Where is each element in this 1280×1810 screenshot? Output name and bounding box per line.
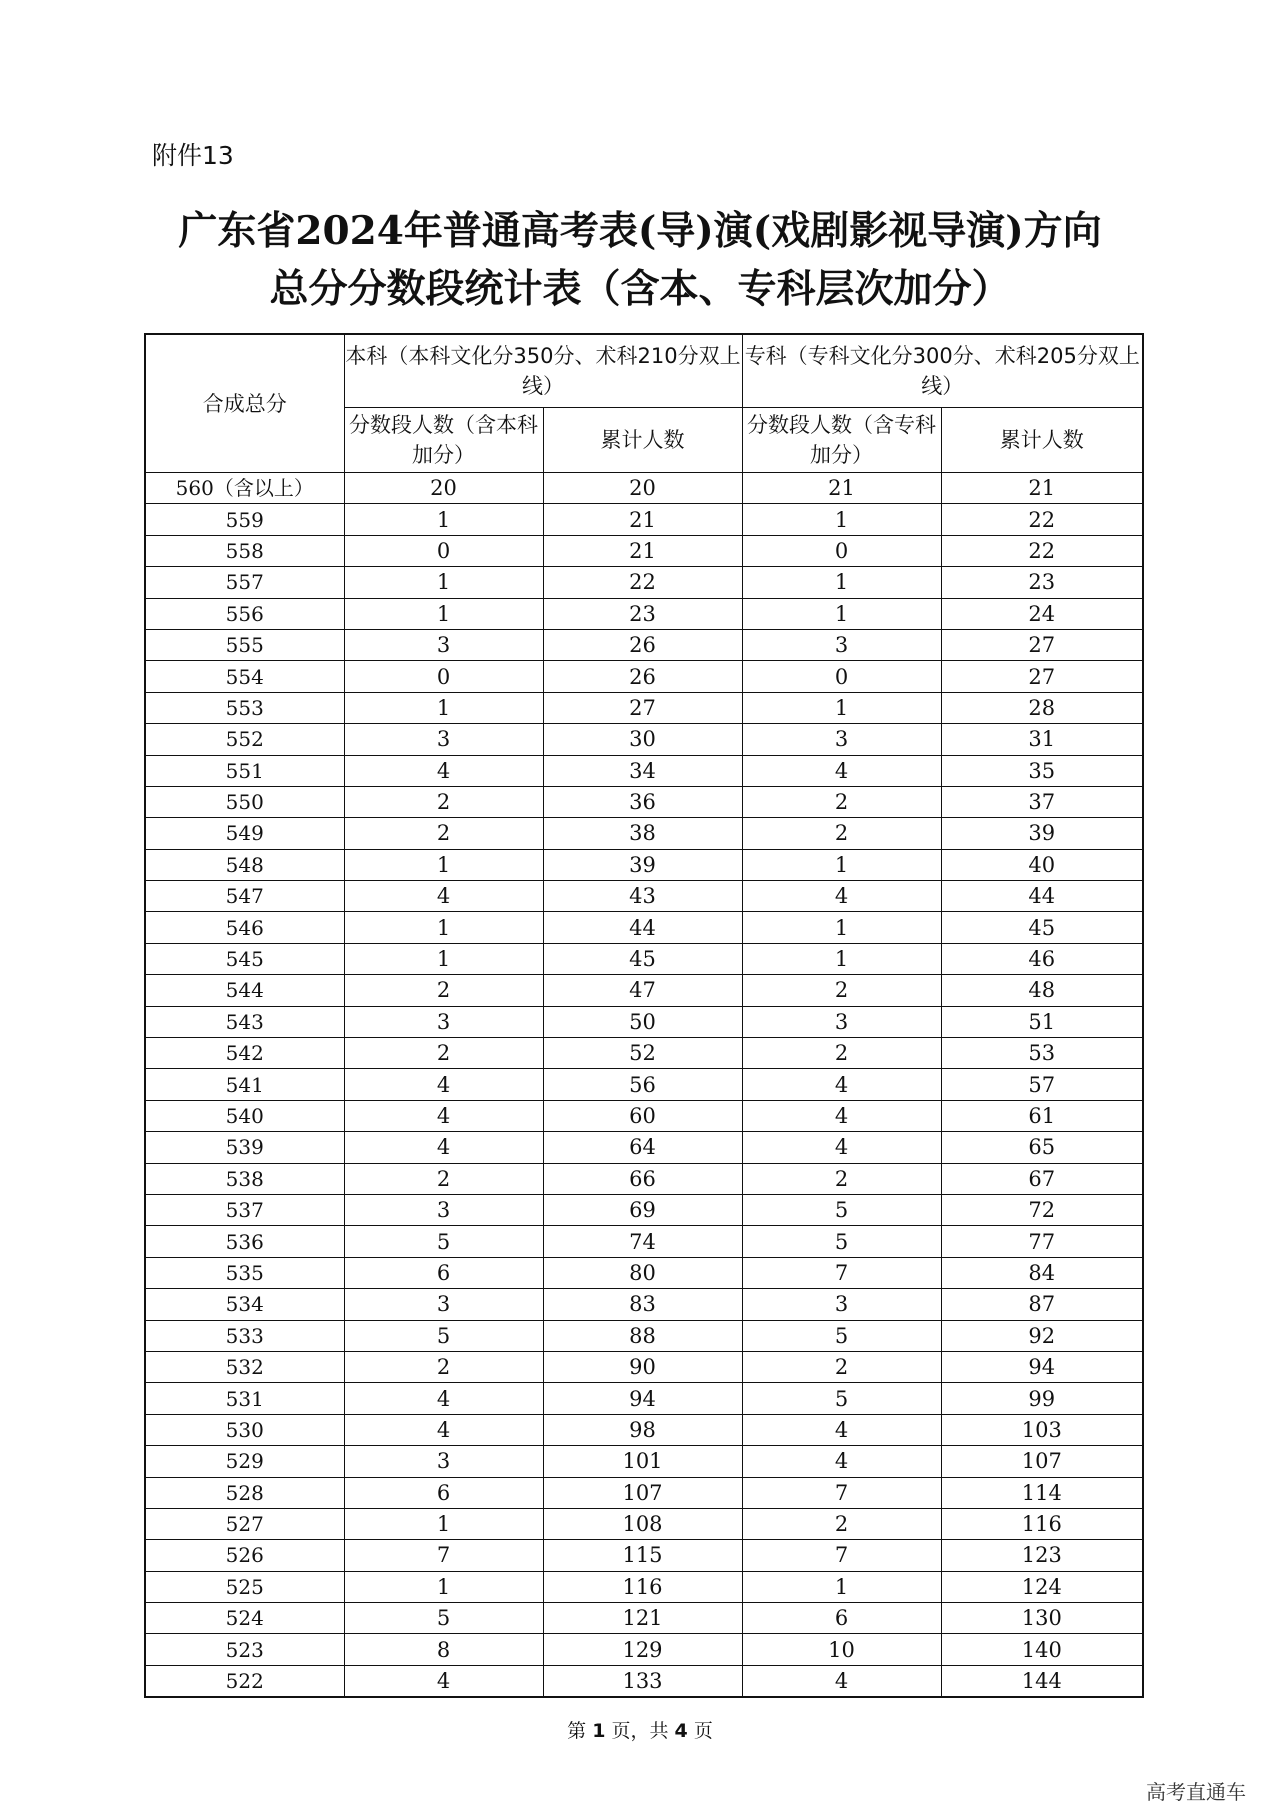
cell-score: 522: [145, 1665, 344, 1697]
cell-zhuan-cumulative: 92: [941, 1320, 1143, 1351]
cell-ben-cumulative: 39: [543, 849, 742, 880]
cell-zhuan-count: 7: [742, 1477, 941, 1508]
footer-prefix: 第: [567, 1720, 587, 1742]
cell-ben-count: 4: [344, 755, 543, 786]
cell-ben-count: 1: [344, 504, 543, 535]
table-row: [145, 724, 1143, 755]
cell-ben-cumulative: 98: [543, 1414, 742, 1445]
cell-zhuan-count: 2: [742, 818, 941, 849]
cell-ben-count: 1: [344, 849, 543, 880]
table-row: [145, 881, 1143, 912]
table-row: [145, 755, 1143, 786]
cell-zhuan-count: 6: [742, 1603, 941, 1634]
cell-score: 531: [145, 1383, 344, 1414]
cell-ben-cumulative: 30: [543, 724, 742, 755]
table-row: [145, 1603, 1143, 1634]
cell-zhuan-cumulative: 45: [941, 912, 1143, 943]
cell-zhuan-cumulative: 22: [941, 504, 1143, 535]
cell-zhuan-count: 4: [742, 1100, 941, 1131]
table-row: [145, 1540, 1143, 1571]
cell-zhuan-cumulative: 21: [941, 473, 1143, 504]
cell-zhuan-count: 7: [742, 1540, 941, 1571]
header-undergraduate-count: 分数段人数（含本科加分）: [344, 408, 543, 473]
cell-ben-cumulative: 69: [543, 1194, 742, 1225]
cell-score: 526: [145, 1540, 344, 1571]
cell-zhuan-cumulative: 72: [941, 1194, 1143, 1225]
cell-zhuan-count: 1: [742, 849, 941, 880]
cell-ben-count: 7: [344, 1540, 543, 1571]
cell-zhuan-count: 4: [742, 881, 941, 912]
table-row: [145, 1069, 1143, 1100]
page-footer: [0, 1716, 1280, 1743]
cell-score: 546: [145, 912, 344, 943]
cell-zhuan-cumulative: 116: [941, 1508, 1143, 1539]
cell-score: 529: [145, 1446, 344, 1477]
cell-zhuan-count: 5: [742, 1194, 941, 1225]
cell-zhuan-cumulative: 144: [941, 1665, 1143, 1697]
cell-ben-count: 20: [344, 473, 543, 504]
cell-ben-count: 2: [344, 1351, 543, 1382]
cell-zhuan-count: 21: [742, 473, 941, 504]
table-row: [145, 1289, 1143, 1320]
cell-score: 551: [145, 755, 344, 786]
score-distribution-table: [144, 333, 1144, 1698]
cell-score: 538: [145, 1163, 344, 1194]
cell-ben-count: 4: [344, 881, 543, 912]
cell-ben-count: 4: [344, 1132, 543, 1163]
table-row: [145, 661, 1143, 692]
cell-ben-count: 3: [344, 724, 543, 755]
cell-ben-cumulative: 21: [543, 504, 742, 535]
cell-ben-count: 2: [344, 1163, 543, 1194]
cell-ben-count: 3: [344, 1289, 543, 1320]
header-junior-college-group: 专科（专科文化分300分、术科205分双上线）: [742, 334, 1143, 408]
cell-ben-cumulative: 50: [543, 1006, 742, 1037]
cell-ben-count: 1: [344, 1571, 543, 1602]
page-title-line1: 广东省2024年普通高考表(导)演(戏剧影视导演)方向: [178, 208, 1102, 254]
cell-zhuan-cumulative: 124: [941, 1571, 1143, 1602]
cell-score: 548: [145, 849, 344, 880]
table-body: [145, 473, 1143, 1698]
cell-zhuan-count: 5: [742, 1320, 941, 1351]
cell-score: 532: [145, 1351, 344, 1382]
cell-zhuan-cumulative: 57: [941, 1069, 1143, 1100]
cell-ben-cumulative: 44: [543, 912, 742, 943]
table-row: [145, 629, 1143, 660]
table-row: [145, 504, 1143, 535]
table-row: [145, 1257, 1143, 1288]
cell-ben-count: 6: [344, 1257, 543, 1288]
header-undergraduate-cumulative: 累计人数: [543, 408, 742, 473]
cell-zhuan-count: 7: [742, 1257, 941, 1288]
cell-score: 527: [145, 1508, 344, 1539]
cell-ben-cumulative: 74: [543, 1226, 742, 1257]
cell-zhuan-cumulative: 27: [941, 661, 1143, 692]
cell-ben-count: 8: [344, 1634, 543, 1665]
cell-score: 560（含以上）: [145, 473, 344, 504]
cell-zhuan-count: 1: [742, 692, 941, 723]
cell-ben-cumulative: 66: [543, 1163, 742, 1194]
cell-zhuan-cumulative: 48: [941, 975, 1143, 1006]
page-title-line2: 总分分数段统计表（含本、专科层次加分）: [269, 266, 1011, 312]
cell-ben-count: 3: [344, 1194, 543, 1225]
cell-ben-count: 4: [344, 1414, 543, 1445]
table-row: [145, 818, 1143, 849]
cell-ben-cumulative: 21: [543, 535, 742, 566]
cell-score: 537: [145, 1194, 344, 1225]
cell-score: 559: [145, 504, 344, 535]
cell-score: 524: [145, 1603, 344, 1634]
table-row: [145, 1163, 1143, 1194]
cell-ben-cumulative: 108: [543, 1508, 742, 1539]
cell-ben-cumulative: 23: [543, 598, 742, 629]
cell-zhuan-count: 4: [742, 755, 941, 786]
cell-score: 557: [145, 567, 344, 598]
cell-zhuan-cumulative: 140: [941, 1634, 1143, 1665]
cell-ben-cumulative: 64: [543, 1132, 742, 1163]
footer-mid: 页，共: [611, 1720, 669, 1742]
cell-score: 555: [145, 629, 344, 660]
cell-ben-cumulative: 22: [543, 567, 742, 598]
cell-ben-count: 1: [344, 692, 543, 723]
cell-ben-count: 4: [344, 1383, 543, 1414]
attachment-label: 附件13: [152, 141, 234, 170]
cell-zhuan-cumulative: 61: [941, 1100, 1143, 1131]
cell-zhuan-count: 3: [742, 1289, 941, 1320]
cell-zhuan-cumulative: 35: [941, 755, 1143, 786]
cell-zhuan-count: 2: [742, 1351, 941, 1382]
cell-score: 528: [145, 1477, 344, 1508]
cell-zhuan-count: 1: [742, 1571, 941, 1602]
table-row: [145, 1006, 1143, 1037]
cell-score: 534: [145, 1289, 344, 1320]
cell-zhuan-count: 2: [742, 975, 941, 1006]
cell-zhuan-cumulative: 94: [941, 1351, 1143, 1382]
cell-score: 547: [145, 881, 344, 912]
cell-score: 539: [145, 1132, 344, 1163]
cell-ben-cumulative: 94: [543, 1383, 742, 1414]
cell-zhuan-count: 2: [742, 1163, 941, 1194]
cell-zhuan-count: 1: [742, 504, 941, 535]
cell-zhuan-cumulative: 103: [941, 1414, 1143, 1445]
cell-ben-count: 1: [344, 598, 543, 629]
cell-ben-count: 0: [344, 535, 543, 566]
footer-page-number: 1: [592, 1720, 606, 1742]
cell-zhuan-cumulative: 67: [941, 1163, 1143, 1194]
cell-zhuan-count: 5: [742, 1383, 941, 1414]
cell-zhuan-cumulative: 22: [941, 535, 1143, 566]
cell-ben-cumulative: 88: [543, 1320, 742, 1351]
table-row: [145, 943, 1143, 974]
cell-zhuan-count: 3: [742, 1006, 941, 1037]
table-row: [145, 535, 1143, 566]
cell-zhuan-cumulative: 27: [941, 629, 1143, 660]
cell-ben-count: 4: [344, 1100, 543, 1131]
cell-ben-cumulative: 52: [543, 1038, 742, 1069]
cell-zhuan-count: 1: [742, 943, 941, 974]
table-row: [145, 598, 1143, 629]
cell-ben-count: 5: [344, 1320, 543, 1351]
header-junior-college-count: 分数段人数（含专科加分）: [742, 408, 941, 473]
cell-zhuan-cumulative: 51: [941, 1006, 1143, 1037]
cell-zhuan-count: 4: [742, 1132, 941, 1163]
table-row: [145, 1477, 1143, 1508]
cell-ben-cumulative: 34: [543, 755, 742, 786]
cell-score: 540: [145, 1100, 344, 1131]
watermark: 高考直通车: [1146, 1780, 1246, 1804]
cell-ben-cumulative: 26: [543, 661, 742, 692]
cell-ben-cumulative: 107: [543, 1477, 742, 1508]
cell-zhuan-count: 1: [742, 598, 941, 629]
cell-zhuan-cumulative: 53: [941, 1038, 1143, 1069]
cell-zhuan-count: 4: [742, 1446, 941, 1477]
cell-zhuan-count: 3: [742, 724, 941, 755]
cell-zhuan-cumulative: 114: [941, 1477, 1143, 1508]
footer-total-pages: 4: [674, 1720, 688, 1742]
cell-zhuan-cumulative: 84: [941, 1257, 1143, 1288]
cell-ben-cumulative: 90: [543, 1351, 742, 1382]
cell-ben-cumulative: 101: [543, 1446, 742, 1477]
cell-score: 556: [145, 598, 344, 629]
cell-ben-cumulative: 121: [543, 1603, 742, 1634]
table-row: [145, 1226, 1143, 1257]
cell-ben-cumulative: 115: [543, 1540, 742, 1571]
table-row: [145, 567, 1143, 598]
cell-ben-cumulative: 38: [543, 818, 742, 849]
cell-ben-cumulative: 133: [543, 1665, 742, 1697]
table-row: [145, 1571, 1143, 1602]
table-row: [145, 1508, 1143, 1539]
cell-score: 533: [145, 1320, 344, 1351]
cell-score: 544: [145, 975, 344, 1006]
cell-zhuan-cumulative: 87: [941, 1289, 1143, 1320]
table-row: [145, 912, 1143, 943]
cell-ben-cumulative: 83: [543, 1289, 742, 1320]
cell-ben-count: 3: [344, 1446, 543, 1477]
cell-ben-cumulative: 27: [543, 692, 742, 723]
cell-score: 536: [145, 1226, 344, 1257]
cell-ben-cumulative: 43: [543, 881, 742, 912]
cell-ben-count: 6: [344, 1477, 543, 1508]
cell-score: 523: [145, 1634, 344, 1665]
cell-zhuan-cumulative: 99: [941, 1383, 1143, 1414]
cell-score: 549: [145, 818, 344, 849]
table-row: [145, 1446, 1143, 1477]
table-row: [145, 692, 1143, 723]
cell-ben-count: 2: [344, 975, 543, 1006]
cell-zhuan-cumulative: 44: [941, 881, 1143, 912]
cell-ben-count: 0: [344, 661, 543, 692]
table-row: [145, 1634, 1143, 1665]
cell-zhuan-count: 10: [742, 1634, 941, 1665]
cell-zhuan-count: 2: [742, 786, 941, 817]
cell-zhuan-count: 1: [742, 567, 941, 598]
table-row: [145, 1383, 1143, 1414]
table-row: [145, 1132, 1143, 1163]
table-row: [145, 975, 1143, 1006]
cell-ben-count: 2: [344, 1038, 543, 1069]
table-row: [145, 1038, 1143, 1069]
cell-zhuan-count: 0: [742, 535, 941, 566]
cell-ben-count: 4: [344, 1665, 543, 1697]
cell-zhuan-cumulative: 77: [941, 1226, 1143, 1257]
cell-ben-cumulative: 116: [543, 1571, 742, 1602]
cell-ben-count: 2: [344, 786, 543, 817]
cell-score: 554: [145, 661, 344, 692]
table-row: [145, 1194, 1143, 1225]
cell-zhuan-count: 4: [742, 1069, 941, 1100]
table-row: [145, 1351, 1143, 1382]
cell-zhuan-count: 2: [742, 1038, 941, 1069]
cell-score: 550: [145, 786, 344, 817]
cell-score: 535: [145, 1257, 344, 1288]
cell-zhuan-count: 4: [742, 1414, 941, 1445]
cell-ben-cumulative: 60: [543, 1100, 742, 1131]
cell-score: 543: [145, 1006, 344, 1037]
header-junior-college-cumulative: 累计人数: [941, 408, 1143, 473]
cell-ben-count: 5: [344, 1226, 543, 1257]
cell-ben-count: 4: [344, 1069, 543, 1100]
cell-zhuan-cumulative: 46: [941, 943, 1143, 974]
cell-ben-count: 1: [344, 912, 543, 943]
cell-ben-cumulative: 20: [543, 473, 742, 504]
cell-zhuan-cumulative: 40: [941, 849, 1143, 880]
table-row: [145, 1320, 1143, 1351]
table-row: [145, 786, 1143, 817]
cell-score: 541: [145, 1069, 344, 1100]
cell-score: 525: [145, 1571, 344, 1602]
cell-ben-cumulative: 47: [543, 975, 742, 1006]
cell-score: 542: [145, 1038, 344, 1069]
cell-ben-cumulative: 36: [543, 786, 742, 817]
table-row: [145, 1665, 1143, 1697]
footer-suffix: 页: [693, 1720, 713, 1742]
cell-zhuan-cumulative: 24: [941, 598, 1143, 629]
cell-zhuan-count: 2: [742, 1508, 941, 1539]
cell-zhuan-cumulative: 123: [941, 1540, 1143, 1571]
header-undergraduate-group: 本科（本科文化分350分、术科210分双上线）: [344, 334, 742, 408]
table-row: [145, 473, 1143, 504]
cell-ben-count: 3: [344, 629, 543, 660]
cell-score: 553: [145, 692, 344, 723]
cell-ben-cumulative: 26: [543, 629, 742, 660]
header-total-score: 合成总分: [145, 334, 344, 473]
cell-score: 558: [145, 535, 344, 566]
cell-ben-cumulative: 129: [543, 1634, 742, 1665]
cell-score: 545: [145, 943, 344, 974]
cell-score: 552: [145, 724, 344, 755]
cell-ben-count: 3: [344, 1006, 543, 1037]
cell-zhuan-cumulative: 65: [941, 1132, 1143, 1163]
cell-zhuan-count: 3: [742, 629, 941, 660]
cell-zhuan-cumulative: 107: [941, 1446, 1143, 1477]
cell-zhuan-count: 1: [742, 912, 941, 943]
cell-zhuan-count: 0: [742, 661, 941, 692]
cell-ben-count: 1: [344, 1508, 543, 1539]
cell-score: 530: [145, 1414, 344, 1445]
cell-ben-count: 1: [344, 567, 543, 598]
cell-zhuan-cumulative: 31: [941, 724, 1143, 755]
cell-ben-count: 5: [344, 1603, 543, 1634]
cell-ben-cumulative: 80: [543, 1257, 742, 1288]
cell-ben-count: 1: [344, 943, 543, 974]
cell-zhuan-cumulative: 39: [941, 818, 1143, 849]
cell-zhuan-cumulative: 37: [941, 786, 1143, 817]
cell-zhuan-cumulative: 23: [941, 567, 1143, 598]
cell-ben-count: 2: [344, 818, 543, 849]
cell-zhuan-count: 5: [742, 1226, 941, 1257]
table-row: [145, 1414, 1143, 1445]
cell-ben-cumulative: 56: [543, 1069, 742, 1100]
table-row: [145, 1100, 1143, 1131]
cell-zhuan-count: 4: [742, 1665, 941, 1697]
cell-ben-cumulative: 45: [543, 943, 742, 974]
cell-zhuan-cumulative: 28: [941, 692, 1143, 723]
cell-zhuan-cumulative: 130: [941, 1603, 1143, 1634]
table-row: [145, 849, 1143, 880]
